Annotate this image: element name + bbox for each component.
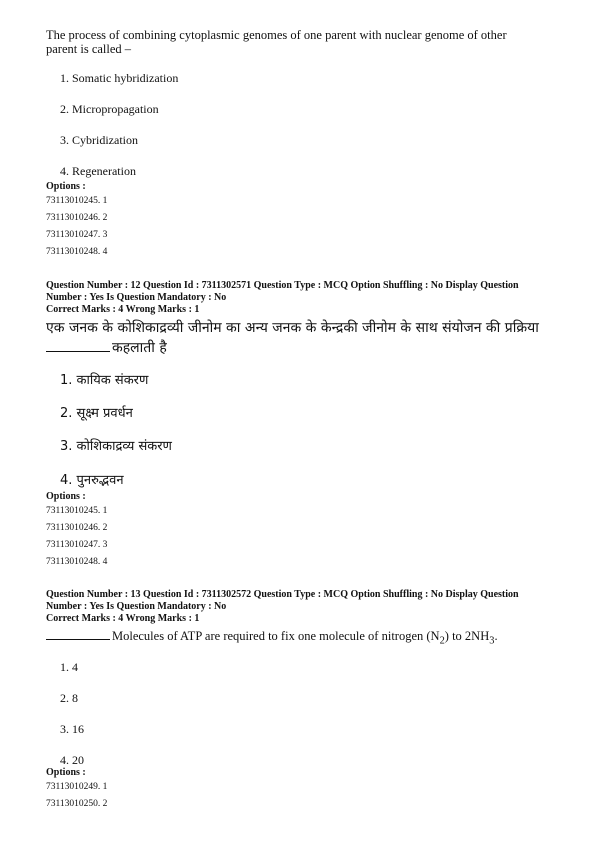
q12-meta-line3: Correct Marks : 4 Wrong Marks : 1 xyxy=(46,304,200,315)
q12-option-4: 73113010248. 4 xyxy=(46,557,108,567)
q11-option-1: 73113010245. 1 xyxy=(46,196,108,206)
q11-option-2: 73113010246. 2 xyxy=(46,213,108,223)
q13-sub1: 2 xyxy=(439,635,445,647)
q11-choice-2: 2. Micropropagation xyxy=(60,102,159,116)
q13-options-label: Options : xyxy=(46,767,86,778)
q12-choice-1: 1. कायिक संकरण xyxy=(60,373,149,388)
q13-option-2: 73113010250. 2 xyxy=(46,799,108,809)
q13-option-1: 73113010249. 1 xyxy=(46,782,108,792)
answer-blank xyxy=(46,629,110,640)
q13-choice-4: 4. 20 xyxy=(60,753,84,767)
q13-meta-line2: Number : Yes Is Question Mandatory : No xyxy=(46,601,227,612)
q13-text-part2: ) to 2NH xyxy=(444,629,490,643)
q13-text xyxy=(46,629,498,649)
q12-options-label: Options : xyxy=(46,491,86,502)
q13-text-part1: Molecules of ATP are required to fix one molecule of nitrogen (N xyxy=(112,629,440,643)
q12-text-line2-wrap xyxy=(46,338,167,357)
q13-choice-2: 2. 8 xyxy=(60,691,78,705)
q13-text-part3: . xyxy=(494,629,498,643)
answer-blank xyxy=(46,341,110,352)
q13-choice-1: 1. 4 xyxy=(60,660,78,674)
q13-sub2: 3 xyxy=(489,635,495,647)
q12-choice-4: 4. पुनरुद्भवन xyxy=(60,473,124,488)
q12-option-3: 73113010247. 3 xyxy=(46,540,108,550)
q12-option-1: 73113010245. 1 xyxy=(46,506,108,516)
q12-choice-3: 3. कोशिकाद्रव्य संकरण xyxy=(60,439,172,454)
q12-choice-2: 2. सूक्ष्म प्रवर्धन xyxy=(60,406,133,421)
q11-options-label: Options : xyxy=(46,181,86,192)
q12-meta-line1: Question Number : 12 Question Id : 7311302571 Question Type : MCQ Option Shuffling : No Display Question xyxy=(46,280,519,291)
q11-text-line1: The process of combining cytoplasmic genomes of one parent with nuclear genome of other xyxy=(46,28,507,42)
q11-choice-1: 1. Somatic hybridization xyxy=(60,71,179,85)
q11-option-4: 73113010248. 4 xyxy=(46,247,108,257)
q12-option-2: 73113010246. 2 xyxy=(46,523,108,533)
q11-text-line2: parent is called – xyxy=(46,42,132,56)
q13-choice-3: 3. 16 xyxy=(60,722,84,736)
q12-text-line2: कहलाती है xyxy=(112,340,167,356)
q13-meta-line1: Question Number : 13 Question Id : 7311302572 Question Type : MCQ Option Shuffling : No Display Question xyxy=(46,589,519,600)
q11-choice-3: 3. Cybridization xyxy=(60,133,138,147)
q12-text-line1: एक जनक के कोशिकाद्रव्यी जीनोम का अन्य जनक के केन्द्रकी जीनोम के साथ संयोजन की प्रक्रिया xyxy=(46,320,539,336)
q11-option-3: 73113010247. 3 xyxy=(46,230,108,240)
q13-meta-line3: Correct Marks : 4 Wrong Marks : 1 xyxy=(46,613,200,624)
q12-meta-line2: Number : Yes Is Question Mandatory : No xyxy=(46,292,227,303)
q11-choice-4: 4. Regeneration xyxy=(60,164,136,178)
